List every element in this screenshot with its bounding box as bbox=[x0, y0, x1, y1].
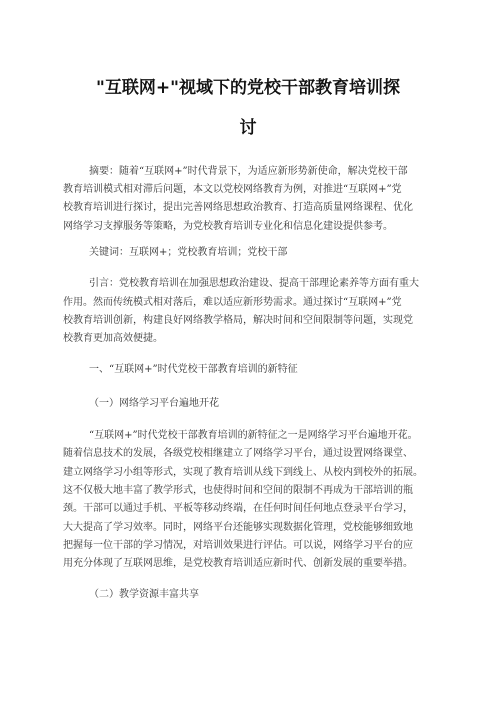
abstract-line: 网络学习支撑服务等策略，为党校教育培训专业化和信息化建设提供参考。 bbox=[63, 221, 393, 232]
title-line-1: "互联网+"视域下的党校干部教育培训探 bbox=[96, 78, 400, 98]
body-line: 用充分体现了互联网思维，是党校教育培训适应新时代、创新发展的重要举措。 bbox=[63, 558, 413, 569]
intro-line: 校教育更加高效便捷。 bbox=[63, 333, 163, 344]
intro-line: 作用。然而传统模式相对落后，难以适应新形势需求。通过探讨“互联网+”党 bbox=[63, 297, 402, 308]
body-line: 随着信息技术的发展，各级党校相继建立了网络学习平台，通过设置网络课堂、 bbox=[63, 448, 413, 459]
subsection-heading: （一）网络学习平台遍地开花 bbox=[89, 398, 219, 409]
body-line: “互联网+”时代党校干部教育培训的新特征之一是网络学习平台遍地开花。 bbox=[89, 430, 418, 441]
body-line: 把握每一位干部的学习情况，对培训效果进行评估。可以说，网络学习平台的应 bbox=[63, 540, 413, 551]
abstract-line: 校教育培训进行探讨，提出完善网络思想政治教育、打造高质量网络课程、优化 bbox=[63, 202, 413, 213]
body-line: 大大提高了学习效率。同时，网络平台还能够实现数据化管理，党校能够细致地 bbox=[63, 522, 413, 533]
title-line-2: 讨 bbox=[239, 118, 257, 138]
keywords: 关键词：互联网+；党校教育培训；党校干部 bbox=[89, 247, 288, 258]
body-line: 这不仅极大地丰富了教学形式，也使得时间和空间的限制不再成为干部培训的瓶 bbox=[63, 485, 413, 496]
body-line: 颈。干部可以通过手机、平板等移动终端，在任何时间任何地点登录平台学习， bbox=[63, 503, 413, 514]
intro-line: 校教育培训创新，构建良好网络教学格局，解决时间和空间限制等问题，实现党 bbox=[63, 315, 413, 326]
abstract-line: 教育培训模式相对滞后问题，本文以党校网络教育为例，对推进“互联网+”党 bbox=[63, 184, 402, 195]
subsection-heading: （二）教学资源丰富共享 bbox=[89, 589, 199, 600]
section-heading: 一、“互联网+”时代党校干部教育培训的新特征 bbox=[89, 364, 298, 375]
abstract-line: 摘要：随着“互联网+”时代背景下，为适应新形势新使命，解决党校干部 bbox=[89, 166, 408, 177]
intro-line: 引言：党校教育培训在加强思想政治建设、提高干部理论素养等方面有重大 bbox=[89, 278, 419, 289]
body-line: 建立网络学习小组等形式，实现了教育培训从线下到线上、从校内到校外的拓展。 bbox=[63, 467, 423, 478]
